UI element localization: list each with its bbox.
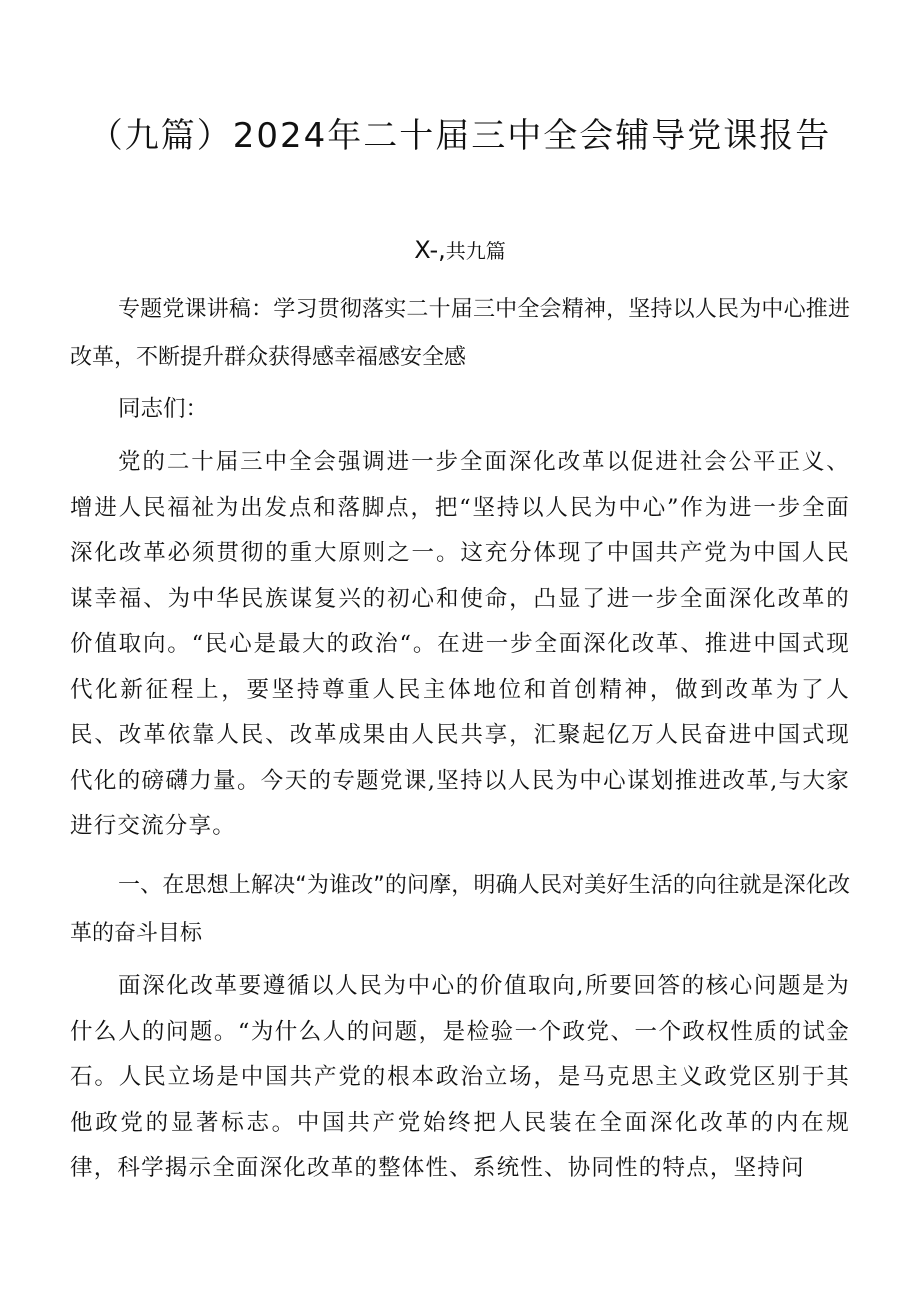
document-title: （九篇）2024年二十届三中全会辅导党课报告 <box>88 116 832 156</box>
lecture-title: 专题党课讲稿：学习贯彻落实二十届三中全会精神，坚持以人民为中心推进改革，不断提升群众获得感幸福感安全感 <box>70 297 850 370</box>
subtitle-prefix: X-, <box>414 236 446 264</box>
salutation: 同志们： <box>118 396 209 422</box>
intro-paragraph: 党的二十届三中全会强调进一步全面深化改革以促进社会公平正义、增进人民福祉为出发点和落脚点，把“坚持以人民为中心”作为进一步全面深化改革必须贯彻的重大原则之一。这充分体现了中国共产党为中国人民谋幸福、为中华民族谋复兴的初心和使命，凸显了进一步全面深化改革的价值取向。“民心是最大的政治“。在进一步全面深化改革、推进中国式现代化新征程上，要坚持尊重人民主体地位和首创精神，做到改革为了人民、改革依靠人民、改革成果由人民共享，汇聚起亿万人民奋进中国式现代化的磅礴力量。今天的专题党课,坚持以人民为中心谋划推进改革,与大家进行交流分享。 <box>70 449 850 839</box>
section-1-heading: 一、在思想上解决“为谁改”的问摩，明确人民对美好生活的向往就是深化改革的奋斗目标 <box>70 873 850 946</box>
section-1-paragraph: 面深化改革要遵循以人民为中心的价值取向,所要回答的核心问题是为什么人的问题。“为什么人的问题，是检验一个政党、一个政权性质的试金石。人民立场是中国共产党的根本政治立场，是马克思主义政党区别于其他政党的显著标志。中国共产党始终把人民装在全面深化改革的内在规律，科学揭示全面深化改革的整体性、系统性、协同性的特点，坚持问 <box>70 973 850 1181</box>
subtitle-count: 共九篇 <box>445 239 506 263</box>
document-subtitle <box>0 232 920 269</box>
